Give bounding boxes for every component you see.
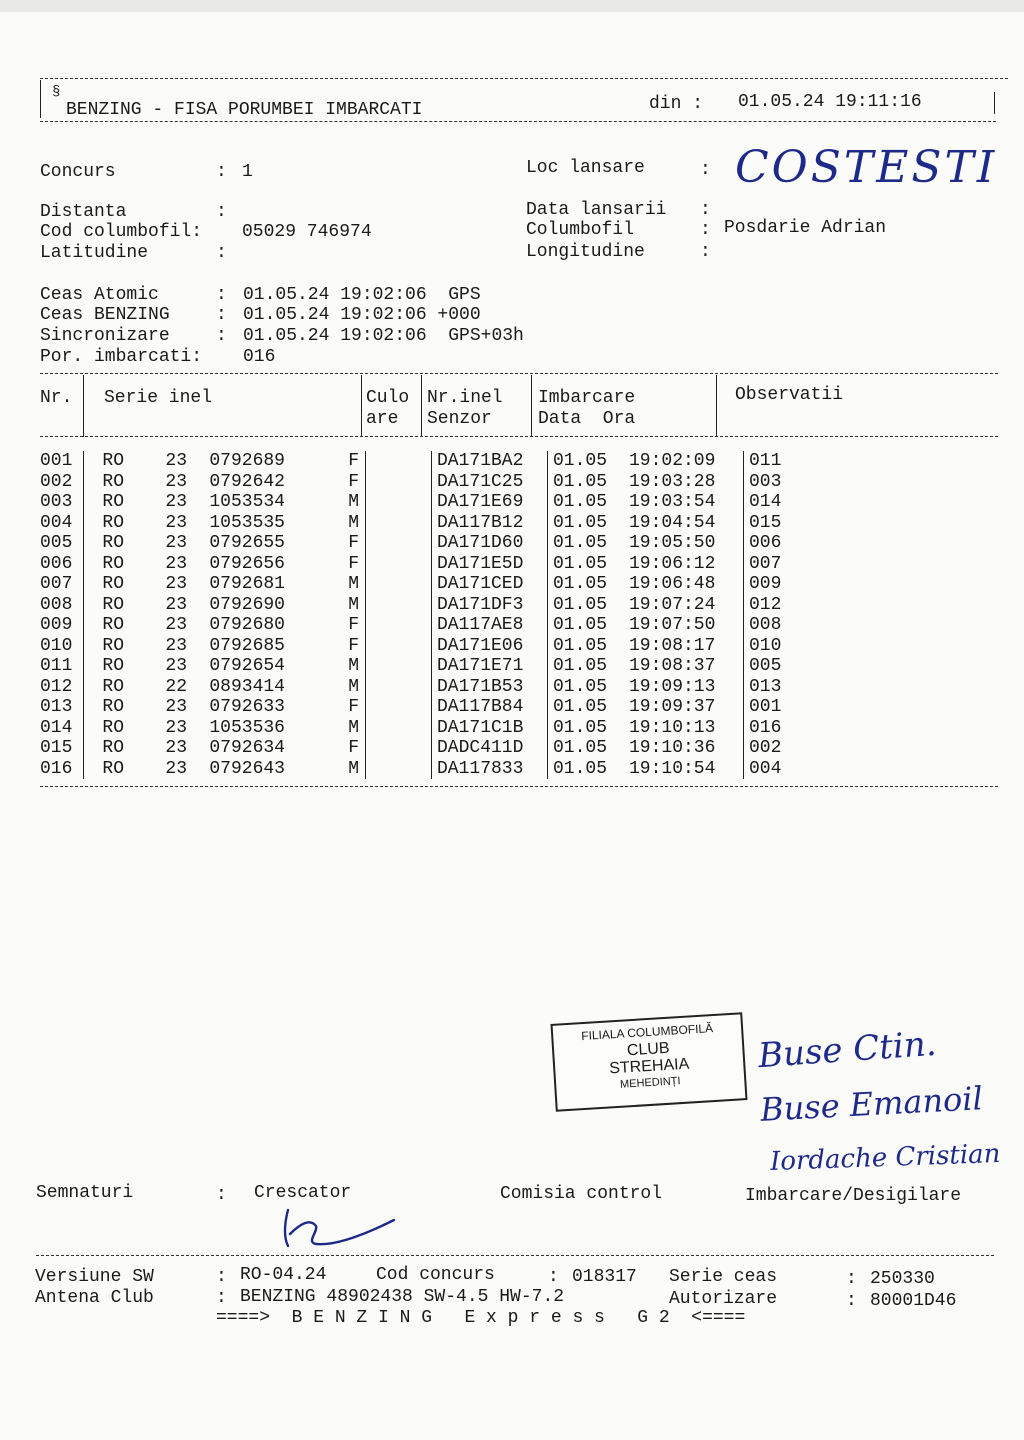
stamp-line-2: CLUB bbox=[626, 1039, 671, 1060]
cell-nr: 002 bbox=[40, 472, 84, 493]
serie-ceas-value: 250330 bbox=[870, 1269, 935, 1289]
th-serie-inel: Serie inel bbox=[104, 388, 213, 408]
cell-tara: RO bbox=[102, 635, 124, 656]
header-bottom-rule bbox=[40, 121, 996, 122]
col-sep-serie bbox=[361, 375, 362, 437]
latitudine-label: Latitudine bbox=[40, 243, 149, 263]
cell-obs: 011 bbox=[749, 451, 782, 472]
cell-culoare bbox=[366, 451, 432, 472]
cell-nr: 008 bbox=[40, 595, 84, 616]
cell-ora: 19:06:12 bbox=[624, 554, 744, 575]
crescator-signature bbox=[276, 1200, 406, 1256]
table-row bbox=[40, 554, 829, 575]
cell-data: 01.05 bbox=[553, 492, 608, 513]
longitudine-colon: : bbox=[700, 242, 711, 262]
table-row bbox=[40, 451, 829, 472]
cell-senzor: DA171E06 bbox=[432, 636, 548, 657]
cell-nr: 013 bbox=[40, 697, 84, 718]
cell-culoare bbox=[366, 615, 432, 636]
cell-ora: 19:09:37 bbox=[624, 697, 744, 718]
cell-ora: 19:08:17 bbox=[624, 636, 744, 657]
cell-an: 23 bbox=[165, 615, 187, 636]
cell-nr: 006 bbox=[40, 554, 84, 575]
antena-colon: : bbox=[216, 1288, 227, 1308]
cell-nr: 016 bbox=[40, 759, 84, 780]
cell-obs: 013 bbox=[749, 676, 782, 697]
cell-senzor: DA171E5D bbox=[432, 554, 548, 575]
th-nr-inel-2: Senzor bbox=[427, 409, 492, 429]
cell-ora: 19:05:50 bbox=[624, 533, 744, 554]
por-imbarcati-label: Por. imbarcati: bbox=[40, 347, 203, 367]
stamp-line-4: MEHEDINȚI bbox=[619, 1075, 681, 1091]
cell-tara: RO bbox=[102, 615, 124, 636]
cell-obs: 012 bbox=[749, 594, 782, 615]
table-row bbox=[40, 492, 829, 513]
cell-senzor: DADC411D bbox=[432, 738, 548, 759]
cell-inel: 1053535 bbox=[209, 512, 285, 533]
cell-an: 23 bbox=[165, 635, 187, 656]
cell-nr: 003 bbox=[40, 492, 84, 513]
cell-senzor: DA171E71 bbox=[432, 656, 548, 677]
th-observatii: Observatii bbox=[735, 385, 844, 405]
cell-nr: 005 bbox=[40, 533, 84, 554]
cell-data: 01.05 bbox=[553, 697, 608, 718]
cell-culoare bbox=[366, 574, 432, 595]
table-row bbox=[40, 677, 829, 698]
autorizare-colon: : bbox=[846, 1291, 857, 1311]
cell-ora: 19:06:48 bbox=[624, 574, 744, 595]
footer-top-rule bbox=[36, 1255, 994, 1256]
cell-senzor: DA171C1B bbox=[432, 718, 548, 739]
antena-club-label: Antena Club bbox=[35, 1288, 154, 1308]
loc-lansare-colon: : bbox=[700, 160, 711, 180]
semnaturi-label: Semnaturi bbox=[36, 1183, 134, 1203]
cell-inel: 0792642 bbox=[209, 471, 285, 492]
cell-tara: RO bbox=[102, 697, 124, 718]
cell-sex: F bbox=[285, 533, 366, 554]
comisia-control-label: Comisia control bbox=[500, 1184, 663, 1204]
cell-ora: 19:04:54 bbox=[624, 513, 744, 534]
cod-concurs-value: 018317 bbox=[572, 1267, 637, 1287]
cell-inel: 0893414 bbox=[209, 676, 285, 697]
data-lansarii-colon: : bbox=[700, 200, 711, 220]
cell-an: 23 bbox=[165, 594, 187, 615]
cell-tara: RO bbox=[102, 758, 124, 779]
cell-obs: 016 bbox=[749, 717, 782, 738]
cell-an: 23 bbox=[165, 738, 187, 759]
por-imbarcati-value: 016 bbox=[243, 347, 276, 367]
cell-nr: 011 bbox=[40, 656, 84, 677]
th-culoare-2: are bbox=[366, 409, 399, 429]
cell-ora: 19:08:37 bbox=[624, 656, 744, 677]
cell-inel: 0792680 bbox=[209, 615, 285, 636]
cell-senzor: DA117AE8 bbox=[432, 615, 548, 636]
handwritten-name-1: Buse Ctin. bbox=[756, 1023, 938, 1077]
cell-inel: 0792634 bbox=[209, 738, 285, 759]
cell-obs: 015 bbox=[749, 512, 782, 533]
col-sep-nr bbox=[83, 375, 84, 437]
cell-nr: 015 bbox=[40, 738, 84, 759]
table-row bbox=[40, 738, 829, 759]
cell-sex: M bbox=[285, 574, 366, 595]
semnaturi-colon: : bbox=[216, 1185, 227, 1205]
din-value: 01.05.24 19:11:16 bbox=[738, 92, 922, 112]
cell-ora: 19:10:36 bbox=[624, 738, 744, 759]
cell-tara: RO bbox=[102, 553, 124, 574]
page-title: BENZING - FISA PORUMBEI IMBARCATI bbox=[66, 100, 423, 120]
stamp-line-1: FILIALA COLUMBOFILĂ bbox=[580, 1021, 714, 1044]
cod-concurs-colon: : bbox=[548, 1267, 559, 1287]
table-row bbox=[40, 615, 829, 636]
cell-sex: F bbox=[285, 636, 366, 657]
cell-sex: M bbox=[285, 513, 366, 534]
ceas-benzing-colon: : bbox=[216, 305, 227, 325]
cell-inel: 1053536 bbox=[209, 717, 285, 738]
cell-culoare bbox=[366, 492, 432, 513]
table-header-rule bbox=[40, 436, 998, 437]
cell-an: 23 bbox=[165, 533, 187, 554]
cell-obs: 001 bbox=[749, 697, 782, 718]
table-row bbox=[40, 472, 829, 493]
cell-senzor: DA171DF3 bbox=[432, 595, 548, 616]
cell-nr: 001 bbox=[40, 451, 84, 472]
columbofil-label: Columbofil bbox=[526, 220, 635, 240]
cell-culoare bbox=[366, 595, 432, 616]
imbarcare-desigilare-label: Imbarcare/Desigilare bbox=[745, 1186, 962, 1206]
serie-ceas-label: Serie ceas bbox=[669, 1267, 778, 1287]
benzing-express-brand: ====> B E N Z I N G E x p r e s s G 2 <==== bbox=[216, 1308, 746, 1328]
cell-nr: 014 bbox=[40, 718, 84, 739]
cell-culoare bbox=[366, 738, 432, 759]
pigeon-table-body bbox=[40, 451, 829, 779]
cell-data: 01.05 bbox=[553, 738, 608, 759]
cell-obs: 008 bbox=[749, 615, 782, 636]
cell-nr: 009 bbox=[40, 615, 84, 636]
table-bottom-rule bbox=[40, 786, 998, 787]
pigeon-table bbox=[40, 451, 829, 779]
columbofil-value: Posdarie Adrian bbox=[724, 218, 887, 238]
cell-nr: 012 bbox=[40, 677, 84, 698]
cell-culoare bbox=[366, 759, 432, 780]
header-left-border bbox=[40, 80, 41, 118]
cell-tara: RO bbox=[102, 656, 124, 677]
table-row bbox=[40, 533, 829, 554]
cell-obs: 014 bbox=[749, 492, 782, 513]
cell-ora: 19:09:13 bbox=[624, 677, 744, 698]
cell-ora: 19:03:28 bbox=[624, 472, 744, 493]
cell-an: 23 bbox=[165, 656, 187, 677]
cell-ora: 19:07:50 bbox=[624, 615, 744, 636]
cell-obs: 005 bbox=[749, 656, 782, 677]
th-imbarcare-1: Imbarcare bbox=[538, 388, 636, 408]
th-nr: Nr. bbox=[40, 388, 73, 408]
cell-inel: 0792654 bbox=[209, 656, 285, 677]
handwritten-name-2: Buse Emanoil bbox=[759, 1079, 984, 1129]
table-row bbox=[40, 697, 829, 718]
cell-an: 23 bbox=[165, 471, 187, 492]
cell-tara: RO bbox=[102, 492, 124, 513]
cell-ora: 19:07:24 bbox=[624, 595, 744, 616]
th-imbarcare-2: Data Ora bbox=[538, 409, 636, 429]
cell-ora: 19:02:09 bbox=[624, 451, 744, 472]
cell-data: 01.05 bbox=[553, 635, 608, 656]
cell-data: 01.05 bbox=[553, 594, 608, 615]
cell-data: 01.05 bbox=[553, 758, 608, 779]
cell-tara: RO bbox=[102, 512, 124, 533]
cell-obs: 003 bbox=[749, 471, 782, 492]
cell-senzor: DA171B53 bbox=[432, 677, 548, 698]
cell-culoare bbox=[366, 697, 432, 718]
ceas-benzing-label: Ceas BENZING bbox=[40, 305, 170, 325]
cell-senzor: DA171C25 bbox=[432, 472, 548, 493]
cell-data: 01.05 bbox=[553, 451, 608, 472]
cell-senzor: DA171BA2 bbox=[432, 451, 548, 472]
cell-sex: F bbox=[285, 697, 366, 718]
cell-data: 01.05 bbox=[553, 553, 608, 574]
cell-an: 23 bbox=[165, 758, 187, 779]
cell-inel: 0792685 bbox=[209, 635, 285, 656]
table-top-rule bbox=[40, 373, 998, 374]
cell-an: 23 bbox=[165, 717, 187, 738]
cod-columbofil-label: Cod columbofil: bbox=[40, 222, 203, 242]
cell-inel: 0792655 bbox=[209, 533, 285, 554]
serie-ceas-colon: : bbox=[846, 1269, 857, 1289]
cell-nr: 007 bbox=[40, 574, 84, 595]
ceas-atomic-label: Ceas Atomic bbox=[40, 285, 159, 305]
club-stamp bbox=[550, 1012, 747, 1112]
stamp-line-3: STREHAIA bbox=[608, 1055, 690, 1078]
cell-senzor: DA117833 bbox=[432, 759, 548, 780]
sincronizare-value: 01.05.24 19:02:06 GPS+03h bbox=[243, 326, 524, 346]
loc-lansare-label: Loc lansare bbox=[526, 158, 645, 178]
ceas-atomic-value: 01.05.24 19:02:06 GPS bbox=[243, 285, 481, 305]
cell-an: 23 bbox=[165, 553, 187, 574]
concurs-colon: : bbox=[216, 162, 227, 182]
cell-data: 01.05 bbox=[553, 471, 608, 492]
cell-data: 01.05 bbox=[553, 533, 608, 554]
columbofil-colon: : bbox=[700, 220, 711, 240]
cell-inel: 0792633 bbox=[209, 697, 285, 718]
table-row bbox=[40, 759, 829, 780]
cell-culoare bbox=[366, 472, 432, 493]
col-sep-imbarcare bbox=[716, 375, 717, 437]
cell-senzor: DA117B12 bbox=[432, 513, 548, 534]
cell-culoare bbox=[366, 636, 432, 657]
cell-inel: 0792643 bbox=[209, 758, 285, 779]
cell-culoare bbox=[366, 677, 432, 698]
cell-an: 23 bbox=[165, 451, 187, 472]
cell-an: 23 bbox=[165, 512, 187, 533]
cell-sex: F bbox=[285, 554, 366, 575]
cell-sex: M bbox=[285, 677, 366, 698]
table-row bbox=[40, 718, 829, 739]
cell-inel: 0792681 bbox=[209, 574, 285, 595]
scan-edge-shadow bbox=[0, 0, 1024, 12]
sincronizare-label: Sincronizare bbox=[40, 326, 170, 346]
cell-tara: RO bbox=[102, 574, 124, 595]
cell-sex: M bbox=[285, 492, 366, 513]
cell-tara: RO bbox=[102, 738, 124, 759]
table-row bbox=[40, 574, 829, 595]
cell-data: 01.05 bbox=[553, 717, 608, 738]
table-row bbox=[40, 513, 829, 534]
concurs-value: 1 bbox=[242, 162, 253, 182]
cell-senzor: DA117B84 bbox=[432, 697, 548, 718]
cell-obs: 004 bbox=[749, 758, 782, 779]
concurs-label: Concurs bbox=[40, 162, 116, 182]
cell-obs: 007 bbox=[749, 553, 782, 574]
th-nr-inel-1: Nr.inel bbox=[427, 388, 503, 408]
cell-sex: F bbox=[285, 615, 366, 636]
cell-culoare bbox=[366, 718, 432, 739]
ceas-atomic-colon: : bbox=[216, 285, 227, 305]
cell-senzor: DA171D60 bbox=[432, 533, 548, 554]
cell-tara: RO bbox=[102, 676, 124, 697]
header-right-border bbox=[994, 92, 995, 114]
cell-sex: F bbox=[285, 451, 366, 472]
loc-lansare-value: COSTESTI bbox=[735, 142, 998, 193]
cell-tara: RO bbox=[102, 717, 124, 738]
cell-inel: 0792656 bbox=[209, 553, 285, 574]
autorizare-label: Autorizare bbox=[669, 1289, 778, 1309]
cell-obs: 002 bbox=[749, 738, 782, 759]
cell-inel: 0792690 bbox=[209, 594, 285, 615]
cell-nr: 004 bbox=[40, 513, 84, 534]
cell-tara: RO bbox=[102, 451, 124, 472]
cell-an: 22 bbox=[165, 676, 187, 697]
cell-sex: F bbox=[285, 472, 366, 493]
col-sep-senzor bbox=[531, 375, 532, 437]
cell-inel: 0792689 bbox=[209, 451, 285, 472]
cell-culoare bbox=[366, 533, 432, 554]
table-row bbox=[40, 636, 829, 657]
crescator-label: Crescator bbox=[254, 1183, 352, 1203]
cell-culoare bbox=[366, 554, 432, 575]
cell-tara: RO bbox=[102, 533, 124, 554]
cell-senzor: DA171CED bbox=[432, 574, 548, 595]
cell-data: 01.05 bbox=[553, 676, 608, 697]
din-label: din : bbox=[649, 94, 704, 114]
cell-obs: 010 bbox=[749, 635, 782, 656]
sincronizare-colon: : bbox=[216, 326, 227, 346]
cod-concurs-label: Cod concurs bbox=[376, 1265, 495, 1285]
cell-sex: M bbox=[285, 718, 366, 739]
handwritten-name-3: Iordache Cristian bbox=[769, 1138, 1001, 1178]
cell-culoare bbox=[366, 656, 432, 677]
cell-ora: 19:03:54 bbox=[624, 492, 744, 513]
antena-club-value: BENZING 48902438 SW-4.5 HW-7.2 bbox=[240, 1287, 565, 1307]
cod-columbofil-value: 05029 746974 bbox=[242, 222, 372, 242]
data-lansarii-label: Data lansarii bbox=[526, 200, 667, 220]
cell-tara: RO bbox=[102, 471, 124, 492]
table-row bbox=[40, 656, 829, 677]
distanta-label: Distanta bbox=[40, 202, 127, 222]
cell-an: 23 bbox=[165, 697, 187, 718]
table-row bbox=[40, 595, 829, 616]
cell-culoare bbox=[366, 513, 432, 534]
cell-an: 23 bbox=[165, 574, 187, 595]
cell-obs: 006 bbox=[749, 533, 782, 554]
cell-ora: 19:10:13 bbox=[624, 718, 744, 739]
cell-sex: F bbox=[285, 738, 366, 759]
header-top-rule bbox=[40, 78, 1008, 79]
cell-data: 01.05 bbox=[553, 656, 608, 677]
col-sep-culoare bbox=[421, 375, 422, 437]
longitudine-label: Longitudine bbox=[526, 242, 645, 262]
cell-data: 01.05 bbox=[553, 512, 608, 533]
cell-sex: M bbox=[285, 656, 366, 677]
ceas-benzing-value: 01.05.24 19:02:06 +000 bbox=[243, 305, 481, 325]
cell-senzor: DA171E69 bbox=[432, 492, 548, 513]
cell-data: 01.05 bbox=[553, 574, 608, 595]
cell-ora: 19:10:54 bbox=[624, 759, 744, 780]
cell-an: 23 bbox=[165, 492, 187, 513]
cell-obs: 009 bbox=[749, 574, 782, 595]
cell-tara: RO bbox=[102, 594, 124, 615]
section-marker: § bbox=[52, 84, 61, 100]
versiune-colon: : bbox=[216, 1267, 227, 1287]
autorizare-value: 80001D46 bbox=[870, 1291, 957, 1311]
versiune-sw-value: RO-04.24 bbox=[240, 1265, 327, 1285]
cell-sex: M bbox=[285, 759, 366, 780]
distanta-colon: : bbox=[216, 202, 227, 222]
cell-data: 01.05 bbox=[553, 615, 608, 636]
th-culoare-1: Culo bbox=[366, 388, 410, 408]
cell-nr: 010 bbox=[40, 636, 84, 657]
latitudine-colon: : bbox=[216, 243, 227, 263]
cell-inel: 1053534 bbox=[209, 492, 285, 513]
cell-sex: M bbox=[285, 595, 366, 616]
versiune-sw-label: Versiune SW bbox=[35, 1267, 154, 1287]
